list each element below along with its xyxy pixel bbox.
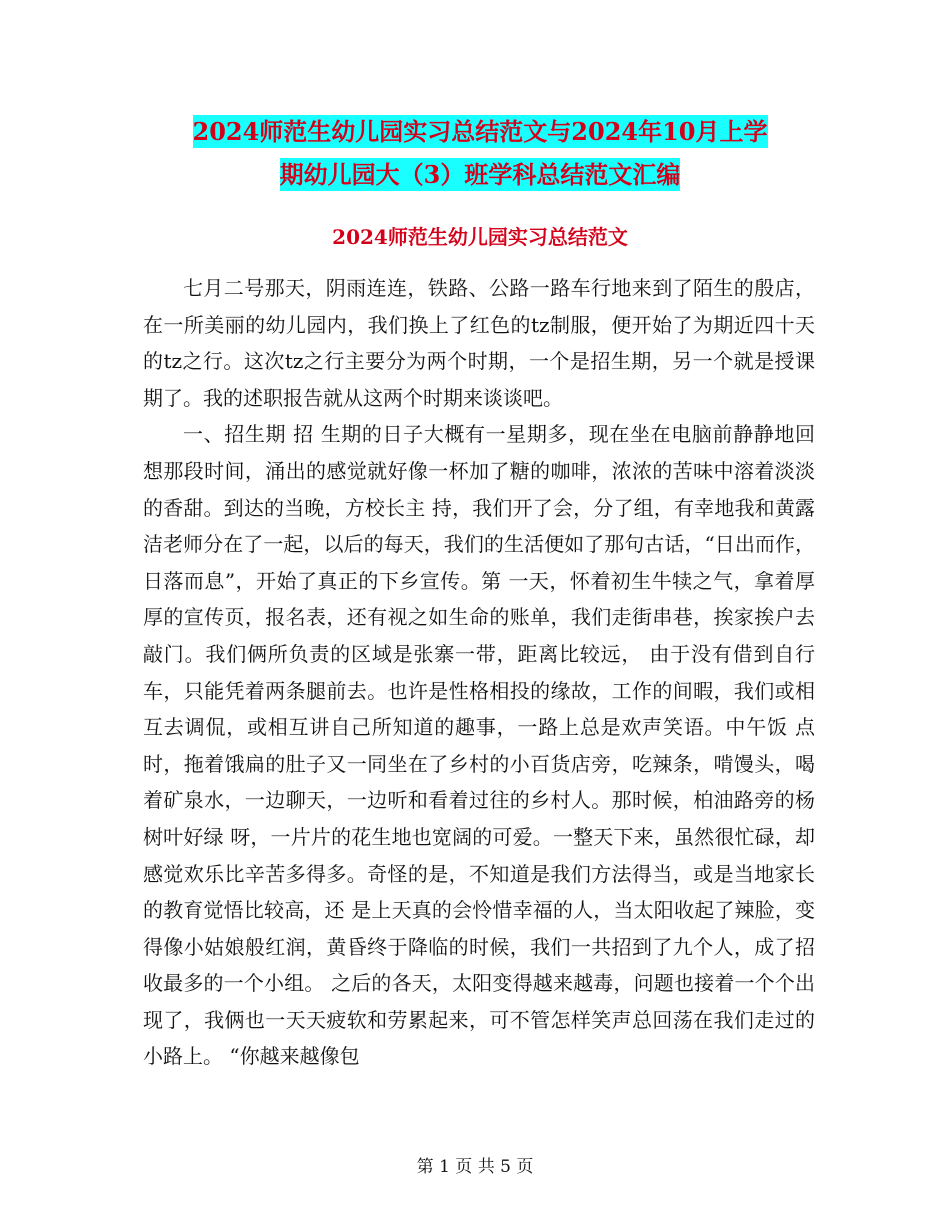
document-title	[140, 110, 820, 196]
paragraph-2: 一、招生期 招 生期的日子大概有一星期多，现在坐在电脑前静静地回想那段时间，涌出的感觉就好像一杯加了糖的咖啡，浓浓的苦味中溶着淡淡的香甜。到达的当晚，方校长主 持，我们开了会，分了组，有幸地我和黄露洁老师分在了一起，以后的每天，我们的生活便如了那句古话，“日出而作，日落而息”，开始了真正的下乡宣传。第 一天，怀着初生牛犊之气，拿着厚厚的宣传页，报名表，还有视之如生命的账单，我们走街串巷，挨家挨户去敲门。我们俩所负责的区域是张寨一带，距离比较远， 由于没有借到自行车，只能凭着两条腿前去。也许是性格相投的缘故，工作的间暇，我们或相互去调侃，或相互讲自己所知道的趣事，一路上总是欢声笑语。中午饭 点时，拖着饿扁的肚子又一同坐在了乡村的小百货店旁，吃辣条，啃馒头，喝着矿泉水，一边聊天，一边听和看着过往的乡村人。那时候，柏油路旁的杨树叶好绿 呀，一片片的花生地也宽阔的可爱。一整天下来，虽然很忙碌，却感觉欢乐比辛苦多得多。奇怪的是，不知道是我们方法得当，或是当地家长的教育觉悟比较高，还 是上天真的会怜惜幸福的人，当太阳收起了辣脸，变得像小姑娘般红润，黄昏终于降临的时候，我们一共招到了九个人，成了招收最多的一个小组。 之后的各天，太阳变得越来越毒，问题也接着一个个出现了，我俩也一天天疲软和劳累起来，可不管怎样笑声总回荡在我们走过的小路上。 “你越来越像包	[143, 422, 815, 1069]
section-title: 2024师范生幼儿园实习总结范文	[332, 225, 628, 249]
body-text	[143, 270, 815, 1075]
paragraph-1: 七月二号那天，阴雨连连，铁路、公路一路车行地来到了陌生的殷店，在一所美丽的幼儿园内，我们换上了红色的tz制服，便开始了为期近四十天的tz之行。这次tz之行主要分为两个时期，一个是招生期，另一个就是授课期了。我的述职报告就从这两个时期来谈谈吧。	[143, 276, 815, 410]
document-title-line-2: 期幼儿园大（3）班学科总结范文汇编	[279, 160, 681, 189]
document-title-line-1: 2024师范生幼儿园实习总结范文与2024年10月上学	[192, 117, 768, 146]
page-footer: 第 1 页 共 5 页	[416, 1157, 534, 1177]
